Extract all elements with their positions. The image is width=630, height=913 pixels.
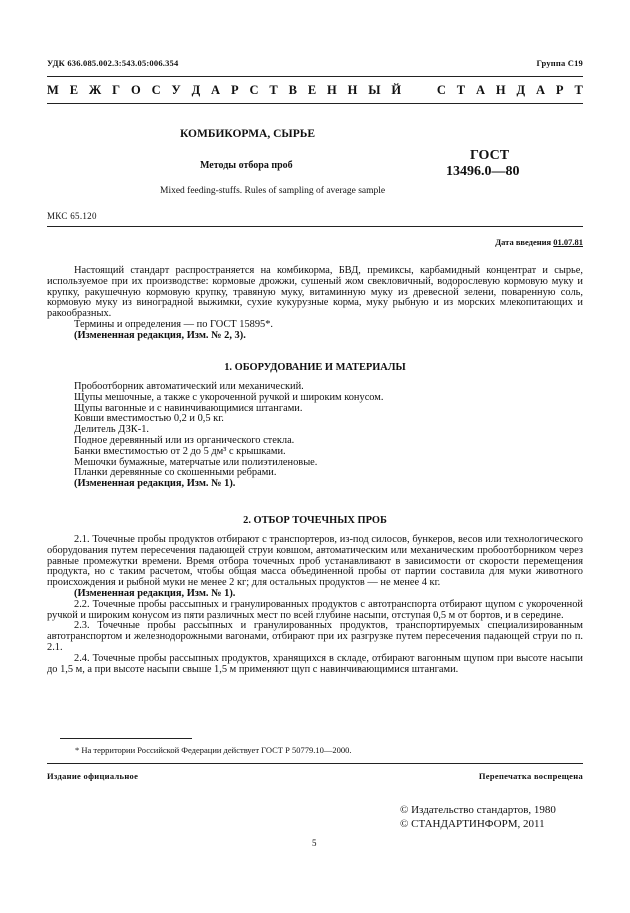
- banner-letter: Н: [347, 83, 358, 97]
- date-label: Дата введения: [495, 237, 552, 247]
- banner-letter: Т: [574, 83, 583, 97]
- terms-paragraph: Термины и определения — по ГОСТ 15895*.: [74, 318, 274, 330]
- banner-letter: О: [130, 83, 141, 97]
- english-title: Mixed feeding-stuffs. Rules of sampling of average sample: [160, 186, 386, 196]
- banner-letter: Н: [327, 83, 337, 97]
- equipment-item: Щупы вагонные и с навинчивающимися штангами.: [74, 402, 303, 414]
- clause-2-1: 2.1. Точечные пробы продуктов отбирают с транспортеров, из-под силосов, бункеров, весов или технологического оборудования путем пересечения падающей струи ковшом, автоматическим или механическим пробоотборником через равные промежутки времени. Время отбора точечных проб устанавливают в зависимости от скорости перемещения продукта, но с таким расчетом, чтобы общая масса объединенной пробы от партии составила для муки животного происхождения и рыбной муки не менее 2 кг; для остальных продуктов — не менее 4 кг.: [47, 534, 583, 589]
- interstate-standard-banner: [47, 83, 583, 98]
- udk-code: УДК 636.085.002.3:543.05:006.354: [47, 58, 179, 68]
- section2-block: [47, 535, 583, 675]
- gost-number: 13496.0—80: [446, 164, 520, 179]
- banner-letter: А: [536, 83, 546, 97]
- banner-letter: Г: [112, 83, 121, 97]
- banner-letter: Й: [391, 83, 402, 97]
- equipment-list: [47, 382, 583, 479]
- section1-heading: 1. ОБОРУДОВАНИЕ И МАТЕРИАЛЫ: [224, 362, 406, 373]
- page-number: 5: [312, 838, 317, 848]
- banner-letter: С: [249, 83, 259, 97]
- footnote: * На территории Российской Федерации действует ГОСТ Р 50779.10—2000.: [75, 745, 352, 755]
- reprint-prohibited: Перепечатка воспрещена: [478, 771, 583, 781]
- clause-2-2: 2.2. Точечные пробы рассыпных и гранулированных продуктов с автотранспорта отбирают щупом с укороченной ручкой и широким конусом из пяти различных мест по всей глубине насыпи, отступая 0,5 м от бортов, и в середине.: [47, 598, 583, 621]
- banner-letter: У: [171, 83, 181, 97]
- banner-letter: Т: [269, 83, 278, 97]
- clause-2-3: 2.3. Точечные пробы рассыпных и гранулированных продуктов, транспортируемых специализированным автотранспортом и железнодорожными вагонами, отбирают при их разгрузке путем пересечения падающей струи по п. 2.1.: [47, 620, 583, 653]
- section1-revision: (Измененная редакция, Изм. № 1).: [74, 478, 236, 490]
- banner-letter: Д: [191, 83, 201, 97]
- mks-rule: [47, 226, 583, 227]
- banner-gap: [412, 83, 426, 98]
- equipment-item: Подное деревянный или из органического стекла.: [74, 434, 295, 446]
- banner-rule: [47, 103, 583, 104]
- intro-revision: (Измененная редакция, Изм. № 2, 3).: [74, 329, 246, 341]
- group-code: Группа С19: [536, 58, 583, 68]
- document-title: КОМБИКОРМА, СЫРЬЕ: [180, 128, 316, 140]
- section1-block: [47, 382, 583, 490]
- banner-letter: С: [151, 83, 161, 97]
- footnote-rule: [60, 738, 192, 739]
- gost-label: ГОСТ: [470, 148, 510, 163]
- banner-letter: М: [47, 83, 59, 97]
- banner-letter: Н: [495, 83, 506, 97]
- banner-letter: А: [211, 83, 221, 97]
- banner-letter: Т: [456, 83, 466, 97]
- footer-rule: [47, 763, 583, 764]
- copyright-publisher: © Издательство стандартов, 1980: [400, 804, 556, 816]
- banner-letter: А: [476, 83, 486, 97]
- banner-letter: Д: [516, 83, 526, 97]
- banner-letter: Е: [69, 83, 79, 97]
- document-subtitle: Методы отбора проб: [200, 160, 293, 171]
- banner-letter: Р: [230, 83, 239, 97]
- mks-code: МКС 65.120: [47, 211, 97, 221]
- equipment-item: Планки деревянные со скошенными ребрами.: [74, 467, 277, 479]
- clause-2-4: 2.4. Точечные пробы рассыпных продуктов, хранящихся в складе, отбирают вагонным щупом при высоте насыпи до 1,5 м, а при высоте насыпи свыше 1,5 м применяют щуп с навинчивающимися штангами.: [47, 652, 583, 675]
- equipment-item: Щупы мешочные, а также с укороченной ручкой и широким конусом.: [74, 391, 384, 403]
- equipment-item: Пробоотборник автоматический или механический.: [74, 381, 304, 392]
- clause-2-1-revision: (Измененная редакция, Изм. № 1).: [74, 587, 236, 599]
- equipment-item: Делитель ДЗК-1.: [74, 424, 149, 436]
- intro-block: [47, 266, 583, 342]
- equipment-item: Ковши вместимостью 0,2 и 0,5 кг.: [74, 413, 224, 425]
- section2-heading: 2. ОТБОР ТОЧЕЧНЫХ ПРОБ: [243, 515, 387, 526]
- date-value: 01.07.81: [553, 237, 583, 247]
- equipment-item: Банки вместимостью от 2 до 5 дм³ с крышками.: [74, 445, 286, 457]
- banner-letter: Ы: [368, 83, 381, 97]
- effective-date: [495, 237, 583, 247]
- top-rule: [47, 76, 583, 77]
- equipment-item: Мешочки бумажные, матерчатые или полиэтиленовые.: [74, 456, 318, 468]
- banner-letter: С: [436, 83, 446, 97]
- intro-paragraph: Настоящий стандарт распространяется на комбикорма, БВД, премиксы, карбамидный концентрат и сырье, используемое при их производстве: кормовые дрожжи, сушеный жом свекловичный, водорослевую кормовую муку и крупку, ракушечную кормовую крупку, травяную муку, витаминную муку из древесной зелени, поваренную соль, кормовую муку из виноградной выжимки, сухие кукурузные корма, муку рыбную и из морских млекопитающих и ракообразных.: [47, 265, 583, 320]
- official-edition: Издание официальное: [47, 771, 139, 781]
- banner-letter: Ж: [88, 83, 102, 97]
- banner-letter: Е: [307, 83, 317, 97]
- banner-letter: В: [288, 83, 297, 97]
- banner-letter: Р: [555, 83, 564, 97]
- copyright-standartinform: © СТАНДАРТИНФОРМ, 2011: [400, 818, 545, 830]
